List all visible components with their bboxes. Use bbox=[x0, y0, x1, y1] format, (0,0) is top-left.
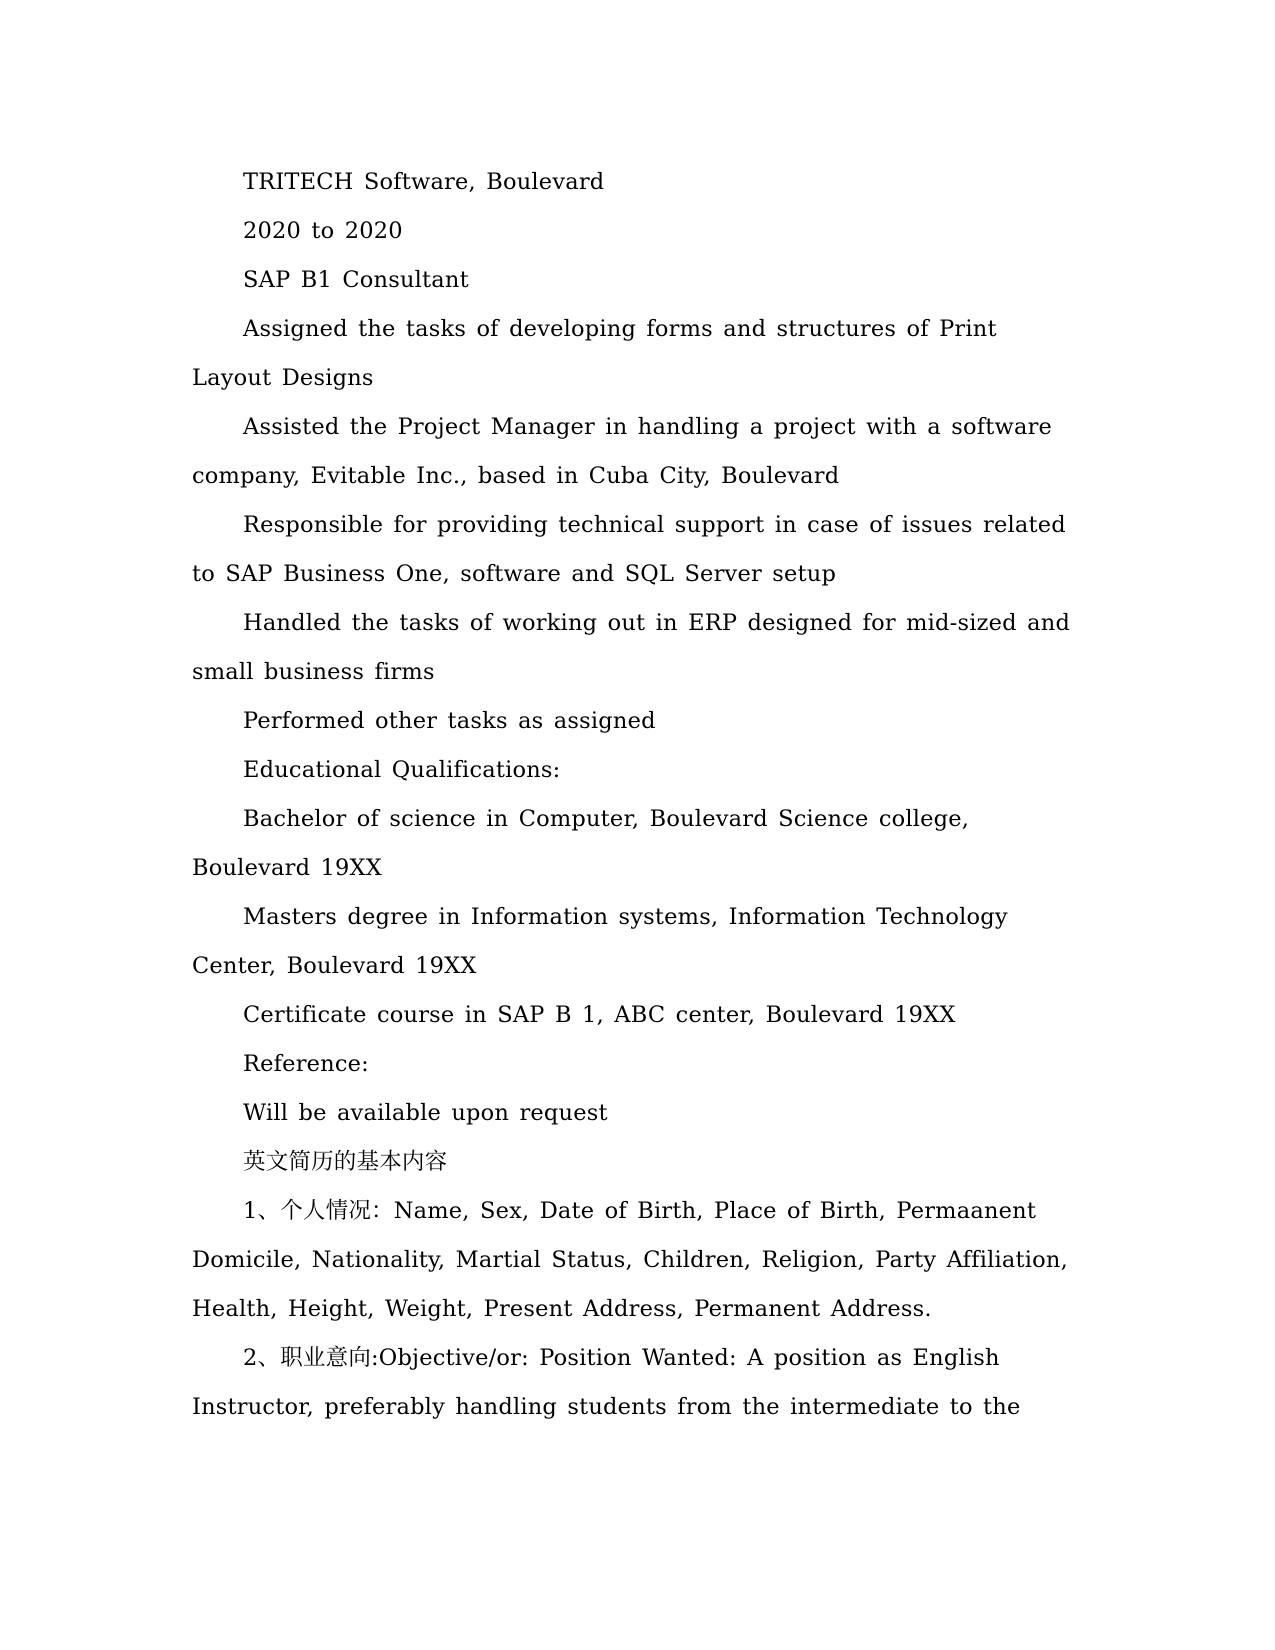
personal-info-item: 1、个人情况：Name, Sex, Date of Birth, Place of Birth, Permaanent Domicile, Nationality, Martial Status, Children, Religion, Party Affiliation, Health, Height, Weight, Present Address, Permanent Address. bbox=[192, 1198, 1068, 1322]
section-heading-reference: Reference: bbox=[243, 1051, 369, 1077]
education-item: Masters degree in Information systems, Information Technology Center, Boulevard 19XX bbox=[192, 904, 1008, 979]
duty-item: Assisted the Project Manager in handling a project with a software company, Evitable Inc., based in Cuba City, Boulevard bbox=[192, 414, 1053, 489]
objective-item: 2、职业意向:Objective/or: Position Wanted: A position as English Instructor, preferably handling students from the intermediate to the bbox=[192, 1345, 1021, 1420]
document-body bbox=[192, 158, 1072, 1432]
education-item: Certificate course in SAP B 1, ABC center, Boulevard 19XX bbox=[243, 1002, 956, 1028]
education-item: Bachelor of science in Computer, Boulevard Science college, Boulevard 19XX bbox=[192, 806, 970, 881]
duty-item: Responsible for providing technical support in case of issues related to SAP Business One, software and SQL Server setup bbox=[192, 512, 1066, 587]
duty-item: Assigned the tasks of developing forms and structures of Print Layout Designs bbox=[192, 316, 997, 391]
duty-item: Handled the tasks of working out in ERP designed for mid-sized and small business firms bbox=[192, 610, 1071, 685]
company-line: TRITECH Software, Boulevard bbox=[243, 169, 605, 195]
duty-item: Performed other tasks as assigned bbox=[243, 708, 656, 734]
chinese-heading: 英文简历的基本内容 bbox=[243, 1149, 448, 1175]
job-title: SAP B1 Consultant bbox=[243, 267, 469, 293]
reference-text: Will be available upon request bbox=[243, 1100, 608, 1126]
section-heading-education: Educational Qualifications: bbox=[243, 757, 561, 783]
employment-dates: 2020 to 2020 bbox=[243, 218, 403, 244]
